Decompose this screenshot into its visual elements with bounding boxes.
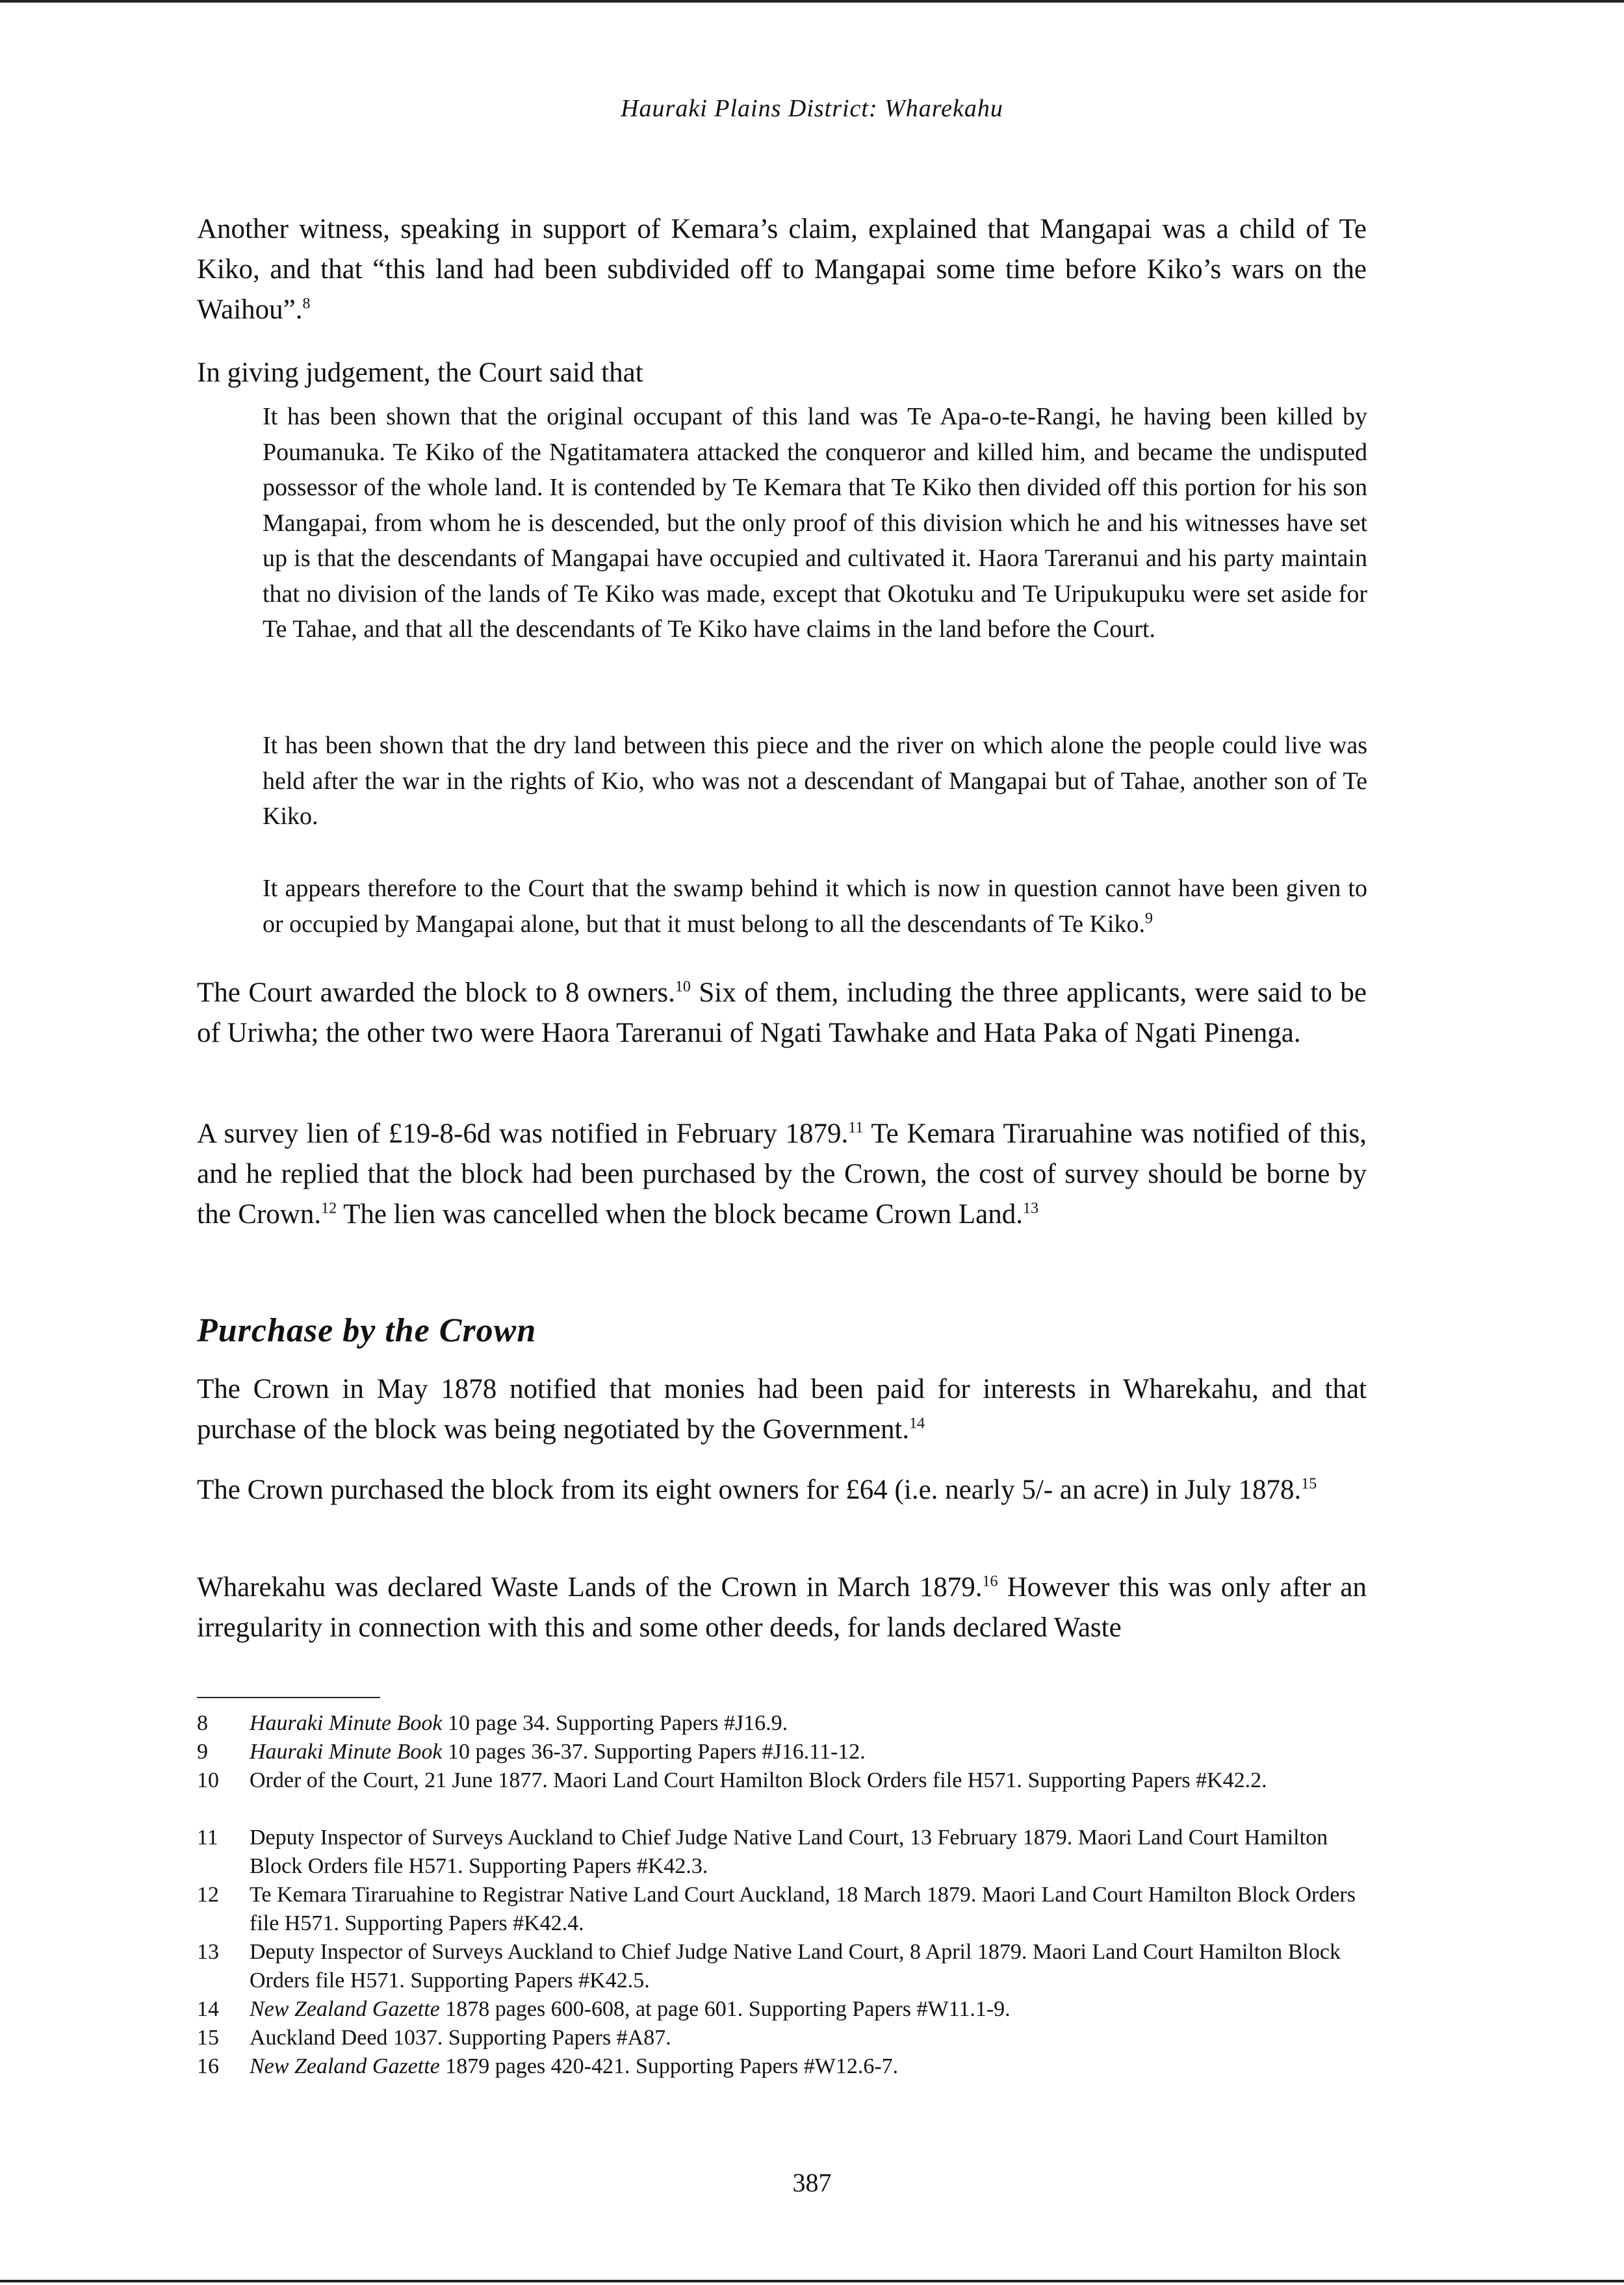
footnote-ref-14[interactable]: 14	[909, 1415, 925, 1432]
block-quote-3: It appears therefore to the Court that the swamp behind it which is now in question cannot have been given to or occupied by Mangapai alone, but that it must belong to all the descendants of Te Kiko.$^9$	[263, 875, 1367, 938]
footnote-number: 11	[197, 1826, 218, 1850]
footnote-text: Deputy Inspector of Surveys Auckland to Chief Judge Native Land Court, 8 April 1879. Maori Land Court Hamilton Block Orders file H571. Supporting Papers #K42.5.	[250, 1940, 1341, 1993]
footnote-14	[197, 1995, 1367, 2024]
page-number: 387	[792, 2168, 832, 2197]
paragraph-3: The Court awarded the block to 8 owners.$^{10}$ Six of them, including the three applicants, were said to be of Uriwha; the other two were Haora Tareranui of Ngati Tawhake and Hata Paka of Ngati Pinenga.	[197, 977, 1367, 1048]
footnote-ref-8[interactable]: 8	[302, 295, 311, 313]
footnote-8	[197, 1709, 1367, 1738]
footnote-text: Order of the Court, 21 June 1877. Maori Land Court Hamilton Block Orders file H571. Supporting Papers #K42.2.	[250, 1768, 1267, 1792]
footnote-number: 10	[197, 1768, 219, 1792]
footnote-ref-9[interactable]: 9	[1144, 909, 1153, 927]
paragraph-7: Wharekahu was declared Waste Lands of the Crown in March 1879.16 However this was only after an irregularity in connection with this and some other deeds, for lands declared Waste	[197, 1572, 1367, 1643]
running-head: Hauraki Plains District: Wharekahu	[621, 95, 1003, 122]
block-quote-1: It has been shown that the original occupant of this land was Te Apa-o-te-Rangi, he having been killed by Poumanuka. Te Kiko of the Ngatitamatera attacked the conqueror and killed him, and became the undisputed possessor of the whole land. It is contended by Te Kemara that Te Kiko then divided off this portion for his son Mangapai, from whom he is descended, but the only proof of this division which he and his witnesses have set up is that the descendants of Mangapai have occupied and cultivated it. Haora Tareranui and his party maintain that no division of the lands of Te Kiko was made, except that Okotuku and Te Uripukupuku were set aside for Te Tahae, and that all the descendants of Te Kiko have claims in the land before the Court.	[263, 403, 1367, 643]
footnote-text: New Zealand Gazette 1878 pages 600-608, at page 601. Supporting Papers #W11.1-9.	[250, 1997, 1011, 2021]
paragraph-1: Another witness, speaking in support of Kemara’s claim, explained that Mangapai was a child of Te Kiko, and that “this land had been subdivided off to Mangapai some time before Kiko’s wars on the Waihou”.$^8$	[197, 214, 1367, 325]
footnote-ref-15[interactable]: 15	[1301, 1475, 1317, 1493]
footnote-13	[197, 1938, 1367, 1995]
footnote-12	[197, 1881, 1367, 1938]
paragraph-2: In giving judgement, the Court said that	[197, 357, 643, 388]
footnote-text: Te Kemara Tiraruahine to Registrar Native Land Court Auckland, 18 March 1879. Maori Land Court Hamilton Block Orders file H571. Supporting Papers #K42.4.	[250, 1883, 1356, 1935]
footnote-number: 16	[197, 2054, 219, 2078]
paragraph-4: A survey lien of £19-8-6d was notified in February 1879.11 Te Kemara Tiraruahine was notified of this, and he replied that the block had been purchased by the Crown, the cost of survey should be borne by the Crown.$^{12}$ The lien was cancelled when the block became Crown Land.$^{13}$	[197, 1118, 1367, 1230]
footnote-15	[197, 2024, 1367, 2052]
footnote-ref-11[interactable]: 11	[848, 1119, 864, 1137]
footnote-number: 8	[197, 1711, 208, 1735]
footnote-ref-10[interactable]: 10	[675, 978, 691, 996]
footnote-number: 15	[197, 2026, 219, 2050]
footnote-text: New Zealand Gazette 1879 pages 420-421. Supporting Papers #W12.6-7.	[250, 2054, 899, 2078]
footnote-text: Hauraki Minute Book 10 pages 36-37. Supporting Papers #J16.11-12.	[250, 1740, 866, 1764]
footnote-number: 9	[197, 1740, 208, 1764]
footnote-ref-12[interactable]: 12	[321, 1200, 337, 1217]
paragraph-5: The Crown in May 1878 notified that monies had been paid for interests in Wharekahu, and that purchase of the block was being negotiated by the Government.$^{14}$	[197, 1374, 1367, 1445]
footnote-text: Auckland Deed 1037. Supporting Papers #A87.	[250, 2026, 671, 2050]
footnote-16	[197, 2052, 1367, 2081]
footnote-number: 13	[197, 1940, 219, 1964]
section-heading: Purchase by the Crown	[197, 1312, 537, 1349]
footnote-ref-16[interactable]: 16	[982, 1573, 998, 1590]
bottom-border-line	[0, 2280, 1624, 2282]
footnote-9	[197, 1738, 1367, 1766]
footnote-divider	[197, 1697, 380, 1698]
block-quote-2: It has been shown that the dry land between this piece and the river on which alone the people could live was held after the war in the rights of Kio, who was not a descendant of Mangapai but of Tahae, another son of Te Kiko.	[263, 732, 1367, 830]
footnote-10	[197, 1766, 1367, 1795]
footnote-11	[197, 1824, 1367, 1881]
footnote-number: 12	[197, 1883, 219, 1907]
footnote-ref-13[interactable]: 13	[1023, 1200, 1038, 1217]
paragraph-6: The Crown purchased the block from its eight owners for £64 (i.e. nearly 5/- an acre) in July 1878.15	[197, 1475, 1317, 1505]
footnote-text: Deputy Inspector of Surveys Auckland to Chief Judge Native Land Court, 13 February 1879. Maori Land Court Hamilton Block Orders file H571. Supporting Papers #K42.3.	[250, 1826, 1328, 1878]
footnote-number: 14	[197, 1997, 219, 2021]
top-border-line	[0, 0, 1624, 3]
footnote-text: Hauraki Minute Book 10 page 34. Supporting Papers #J16.9.	[250, 1711, 788, 1735]
